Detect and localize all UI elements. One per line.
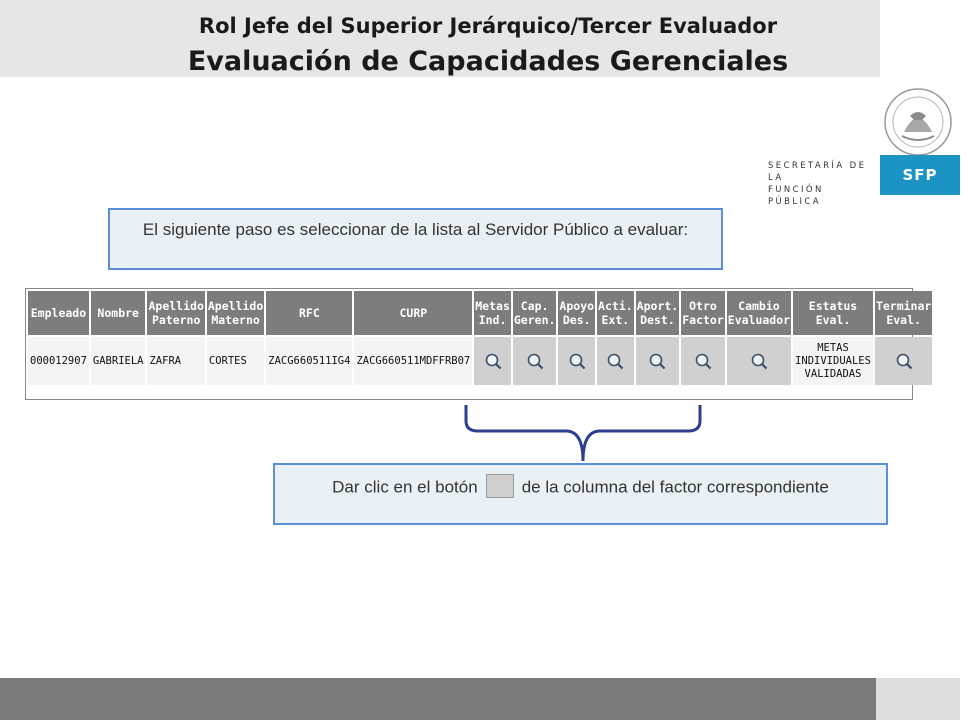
col-header-estatus: Estatus Eval. bbox=[793, 291, 873, 335]
magnifier-icon bbox=[526, 352, 544, 370]
col-header-cambio: Cambio Evaluador bbox=[727, 291, 791, 335]
magnifier-icon bbox=[750, 352, 768, 370]
col-header-empleado: Empleado bbox=[28, 291, 89, 335]
cell-curp: ZACG660511MDFFRB07 bbox=[354, 337, 472, 385]
col-header-metas: Metas Ind. bbox=[474, 291, 511, 335]
col-header-rfc: RFC bbox=[266, 291, 352, 335]
secretaria-line1: SECRETARÍA DE LA bbox=[768, 161, 867, 183]
cell-nombre: GABRIELA bbox=[91, 337, 146, 385]
col-header-cap-geren: Cap. Geren. bbox=[513, 291, 557, 335]
magnifier-icon bbox=[648, 352, 666, 370]
magnifier-icon bbox=[484, 352, 502, 370]
magnifier-icon bbox=[694, 352, 712, 370]
click-instruction-callout bbox=[273, 463, 888, 525]
col-header-otro: Otro Factor bbox=[681, 291, 725, 335]
col-header-curp: CURP bbox=[354, 291, 472, 335]
cell-rfc: ZACG660511IG4 bbox=[266, 337, 352, 385]
employee-table bbox=[25, 288, 932, 400]
curly-bracket-icon bbox=[462, 403, 704, 463]
secretaria-label bbox=[768, 160, 872, 208]
cell-apellido-paterno: ZAFRA bbox=[147, 337, 204, 385]
cell-estatus: METAS INDIVIDUALES VALIDADAS bbox=[793, 337, 873, 385]
footer-band bbox=[0, 678, 876, 720]
col-header-acti: Acti. Ext. bbox=[597, 291, 634, 335]
table-header-row bbox=[28, 291, 932, 335]
step-callout: El siguiente paso es seleccionar de la lista al Servidor Público a evaluar: bbox=[108, 208, 723, 270]
magnifier-button-icon bbox=[486, 474, 514, 498]
cambio-evaluador-button[interactable] bbox=[727, 337, 791, 385]
magnifier-icon bbox=[895, 352, 913, 370]
click-text-after: de la columna del factor correspondiente bbox=[521, 477, 829, 497]
footer-end bbox=[876, 678, 960, 720]
eagle-seal-icon bbox=[882, 86, 954, 158]
col-header-apoyo: Apoyo Des. bbox=[558, 291, 595, 335]
col-header-terminar: Terminar Eval. bbox=[875, 291, 932, 335]
col-header-apellido-paterno: Apellido Paterno bbox=[147, 291, 204, 335]
sfp-badge: SFP bbox=[880, 155, 960, 195]
col-header-apellido-materno: Apellido Materno bbox=[207, 291, 264, 335]
magnifier-icon bbox=[606, 352, 624, 370]
apoyo-des-button[interactable] bbox=[558, 337, 595, 385]
terminar-eval-button[interactable] bbox=[875, 337, 932, 385]
page-title-role: Rol Jefe del Superior Jerárquico/Tercer Evaluador bbox=[198, 14, 778, 38]
magnifier-icon bbox=[568, 352, 586, 370]
cell-empleado: 000012907 bbox=[28, 337, 89, 385]
click-text-before: Dar clic en el botón bbox=[332, 477, 478, 497]
acti-ext-button[interactable] bbox=[597, 337, 634, 385]
otro-factor-button[interactable] bbox=[681, 337, 725, 385]
page-title: Evaluación de Capacidades Gerenciales bbox=[187, 46, 789, 77]
aport-dest-button[interactable] bbox=[636, 337, 680, 385]
cap-geren-button[interactable] bbox=[513, 337, 557, 385]
col-header-nombre: Nombre bbox=[91, 291, 146, 335]
table-row bbox=[28, 337, 932, 385]
metas-ind-button[interactable] bbox=[474, 337, 511, 385]
cell-apellido-materno: CORTES bbox=[207, 337, 264, 385]
col-header-aport: Aport. Dest. bbox=[636, 291, 680, 335]
secretaria-line2: FUNCIÓN PÚBLICA bbox=[768, 185, 824, 207]
